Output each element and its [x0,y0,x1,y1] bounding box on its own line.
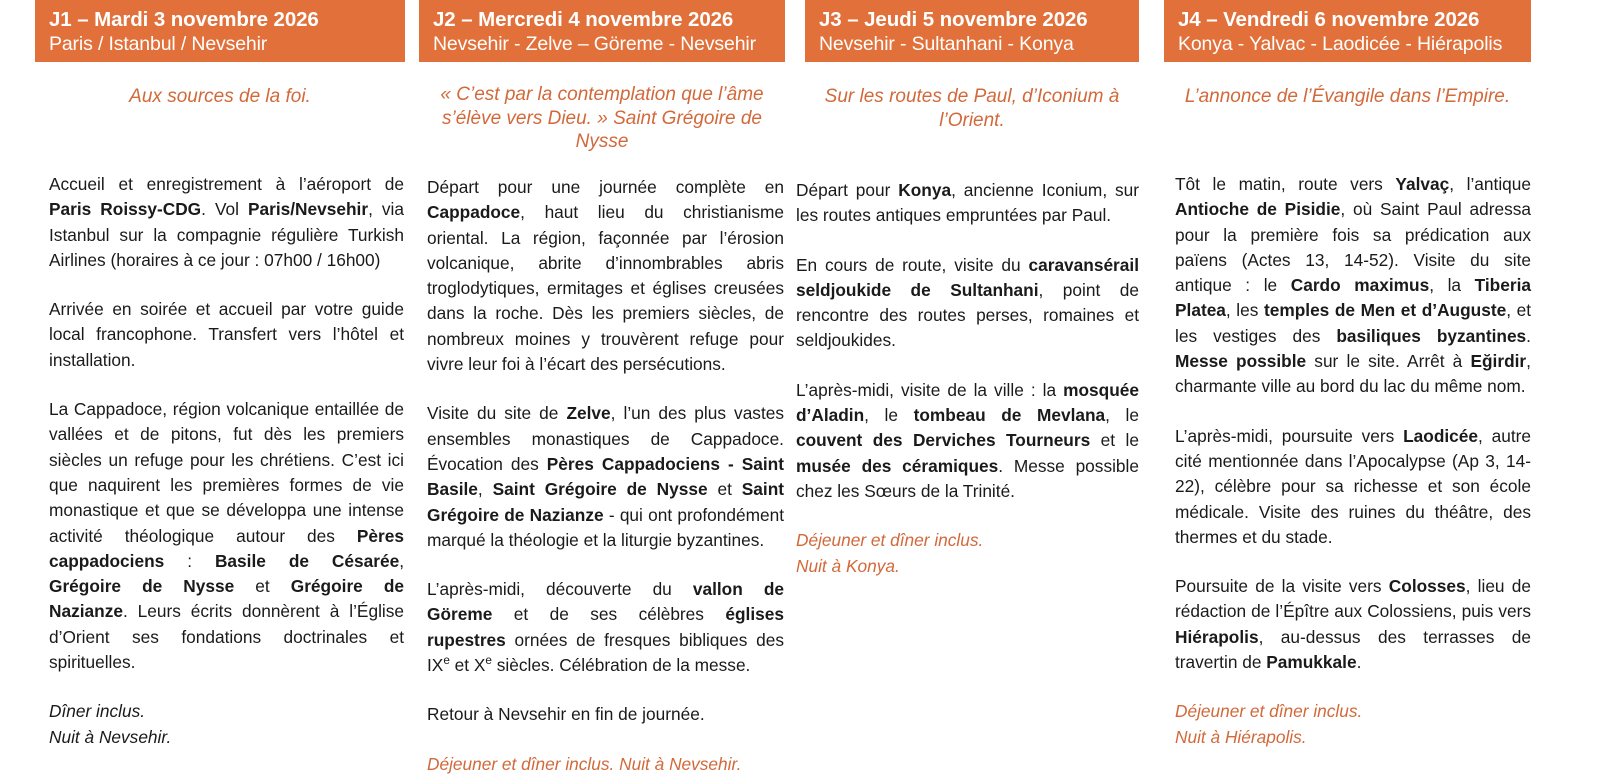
paragraph: Accueil et enregistrement à l’aéroport de Paris Roissy-CDG. Vol Paris/Nevsehir, via Istanbul sur la compagnie régulière Turkish Airlines (horaires à ce jour : 07h00 / 16h00) [49,174,404,270]
paragraph: L’après-midi, découverte du vallon de Göreme et de ses célèbres églises rupestres ornées de fresques bibliques des IXe et Xe siècles. Célébration de la messe. [427,579,784,676]
day-subtitle-j2: « C’est par la contemplation que l’âme s’élève vers Dieu. » Saint Grégoire de Nysse [440,84,764,152]
inclusions-j4 [1175,699,1531,750]
paragraph: Arrivée en soirée et accueil par votre guide local francophone. Transfert vers l’hôtel et installation. [49,299,404,370]
day-body-j2 [419,175,785,777]
day-route-j2: Nevsehir - Zelve – Göreme - Nevsehir [433,33,756,55]
paragraph: Départ pour une journée complète en Cappadoce, haut lieu du christianisme oriental. La région, façonnée par l’érosion volcanique, abrite d’innombrables abris troglodytiques, ermitages et églises creusées dans la roche. Dès les premiers siècles, de nombreux moines y trouvèrent refuge pour vivre leur foi à l’écart des persécutions. [427,177,784,375]
day-subtitle-j1: Aux sources de la foi. [129,86,311,107]
day-subtitle-j3: Sur les routes de Paul, d’Iconium à l’Orient. [824,86,1120,131]
day-column-j3 [796,0,1140,763]
paragraph: Poursuite de la visite vers Colosses, lieu de rédaction de l’Épître aux Colossiens, puis vers Hiérapolis, au-dessus des terrasses de travertin de Pamukkale. [1175,576,1531,673]
day-column-j4 [1164,0,1531,763]
inclusions-j3 [796,528,1139,579]
inclusions-j1 [49,699,404,750]
day-header-j1 [35,0,405,62]
paragraph: En cours de route, visite du caravansérail seldjoukide de Sultanhani, point de rencontre des routes perses, romaines et seldjoukides. [796,254,1139,351]
day-body-j4 [1164,172,1531,750]
inclusion-line: Dîner inclus. [49,701,146,722]
day-subtitle-j4: L’annonce de l’Évangile dans l’Empire. [1184,86,1511,107]
day-header-j3 [805,0,1139,62]
inclusion-line: Nuit à Nevsehir. [49,726,172,747]
day-column-j1 [35,0,405,763]
day-title-j2: J2 – Mercredi 4 novembre 2026 [433,8,734,31]
inclusion-line: Nuit à Konya. [796,555,900,576]
paragraph: Tôt le matin, route vers Yalvaç, l’antique Antioche de Pisidie, où Saint Paul adressa pour la première fois sa prédication aux païens (Actes 13, 14-52). Visite du site antique : le Cardo maximus, la Tiberia Platea, les temples de Men et d’Auguste, et les vestiges des basiliques byzantines. Messe possible sur le site. Arrêt à Eğirdir, charmante ville au bord du lac du même nom. [1175,174,1531,397]
inclusion-line: Déjeuner et dîner inclus. Nuit à Nevsehir. [427,753,742,774]
day-header-j2 [419,0,785,62]
paragraph: L’après-midi, poursuite vers Laodicée, autre cité mentionnée dans l’Apocalypse (Ap 3, 14-22), célèbre pour sa richesse et son école médicale. Visite des ruines du théâtre, des thermes et du stade. [1175,425,1531,547]
paragraph: L’après-midi, visite de la ville : la mosquée d’Aladin, le tombeau de Mevlana, le couvent des Derviches Tourneurs et le musée des céramiques. Messe possible chez les Sœurs de la Trinité. [796,379,1139,501]
day-title-j4: J4 – Vendredi 6 novembre 2026 [1178,8,1480,31]
inclusion-line: Déjeuner et dîner inclus. [1175,701,1363,722]
day-column-j2 [419,0,785,774]
day-route-j3: Nevsehir - Sultanhani - Konya [819,33,1074,55]
paragraph: Départ pour Konya, ancienne Iconium, sur les routes antiques empruntées par Paul. [796,180,1140,226]
day-route-j4: Konya - Yalvac - Laodicée - Hiérapolis [1178,33,1503,55]
day-body-j1 [35,172,405,750]
day-header-j4 [1164,0,1531,62]
paragraph: Retour à Nevsehir en fin de journée. [427,704,705,725]
paragraph: Visite du site de Zelve, l’un des plus vastes ensembles monastiques de Cappadoce. Évocation des Pères Cappadociens - Saint Basile, Saint Grégoire de Nysse et Saint Grégoire de Nazianze - qui ont profondément marqué la théologie et la liturgie byzantines. [427,403,785,550]
inclusion-line: Déjeuner et dîner inclus. [796,530,984,551]
inclusions-j2 [427,752,784,777]
inclusion-line: Nuit à Hiérapolis. [1175,726,1307,747]
day-body-j3 [796,178,1139,579]
day-title-j3: J3 – Jeudi 5 novembre 2026 [819,8,1088,31]
paragraph: La Cappadoce, région volcanique entaillée de vallées et de pitons, fut dès les premiers siècles un refuge pour les chrétiens. C’est ici que naquirent les premières formes de vie monastique et que se développa une intense activité théologique autour des Pères cappadociens : Basile de Césarée, Grégoire de Nysse et Grégoire de Nazianze. Leurs écrits donnèrent à l’Église d’Orient ses fondations doctrinales et spirituelles. [49,399,405,673]
day-title-j1: J1 – Mardi 3 novembre 2026 [49,8,319,31]
day-route-j1: Paris / Istanbul / Nevsehir [49,33,268,55]
